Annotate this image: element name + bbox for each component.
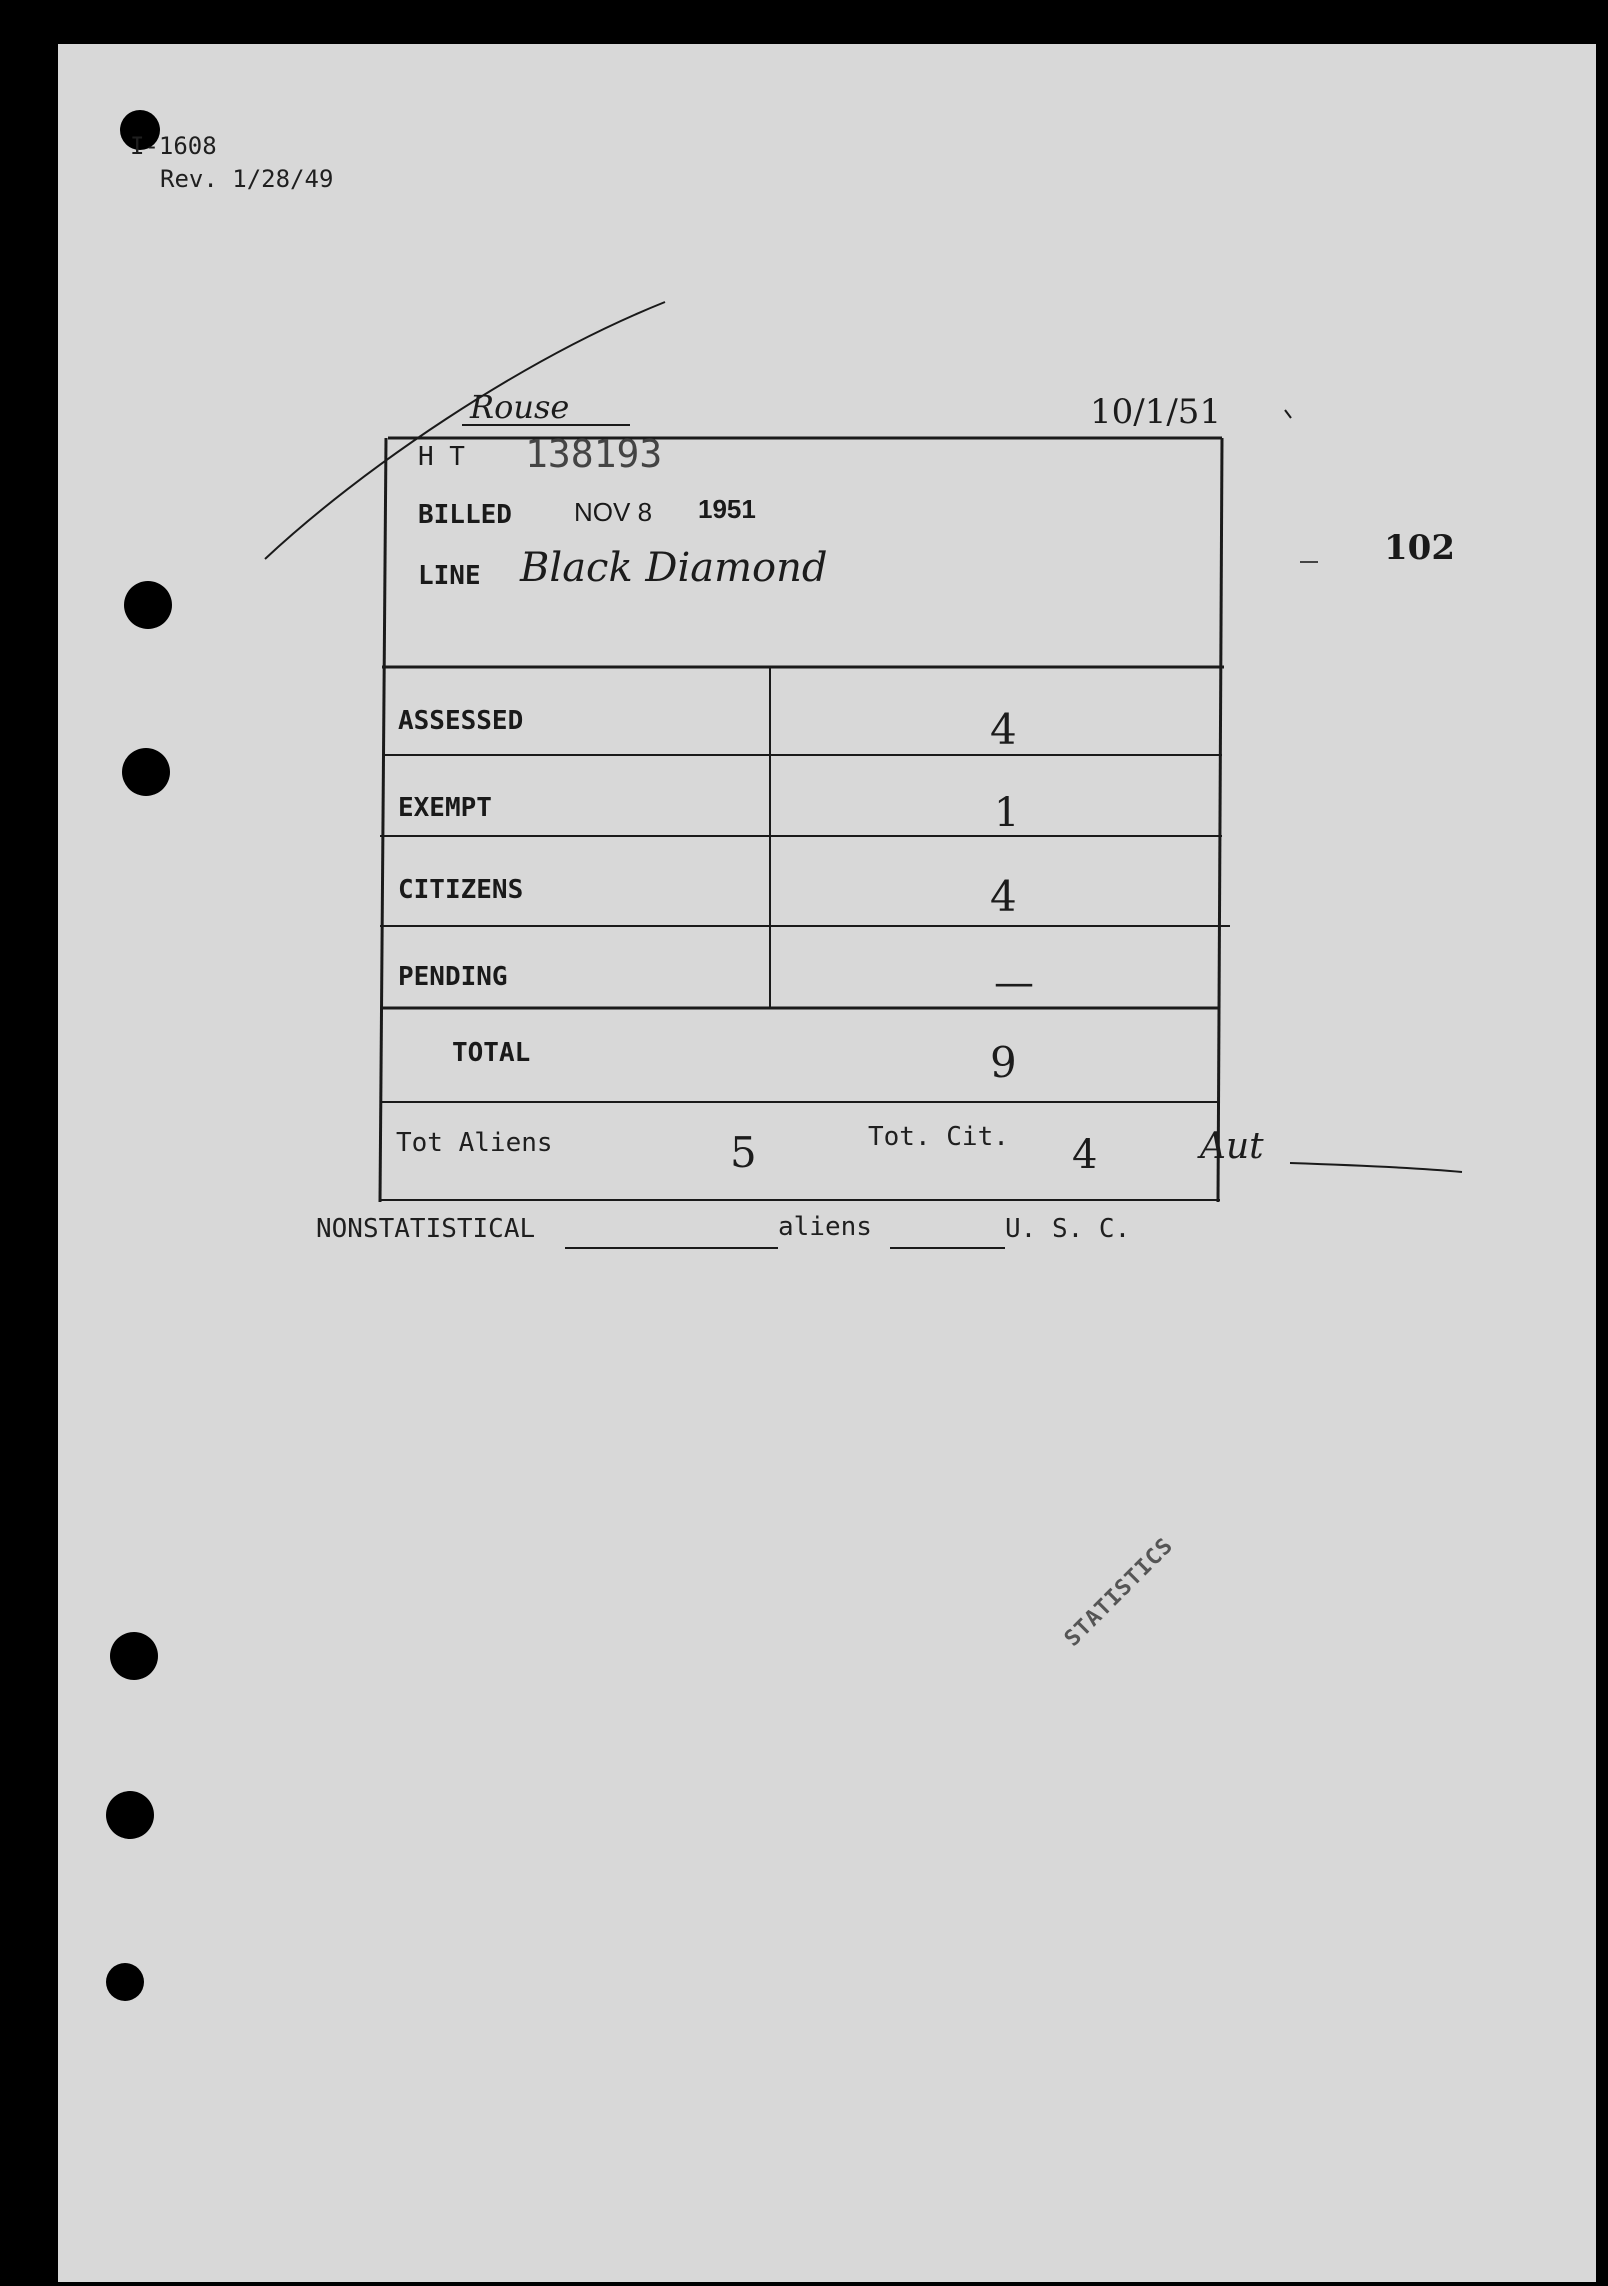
citizens-value: 4 (990, 872, 1017, 921)
ht-label: H T (418, 442, 465, 472)
exempt-label: EXEMPT (398, 793, 492, 823)
handwritten-initials: Aut (1200, 1126, 1264, 1167)
assessed-label: ASSESSED (398, 706, 524, 736)
billed-year: 1951 (698, 494, 756, 524)
statistics-stamp: STATISTICS (1060, 1533, 1179, 1652)
billed-date: NOV 8 (574, 497, 653, 527)
aliens-label: aliens (778, 1212, 872, 1242)
tot-aliens-value: 5 (730, 1128, 757, 1177)
tot-aliens-label: Tot Aliens (396, 1128, 553, 1158)
citizens-label: CITIZENS (398, 875, 524, 905)
exempt-value: 1 (994, 790, 1020, 836)
tot-cit-label: Tot. Cit. (868, 1122, 1009, 1152)
handwritten-line-name: Black Diamond (520, 545, 828, 591)
ht-number: 138193 (525, 432, 663, 476)
tot-cit-value: 4 (1072, 1132, 1098, 1178)
billed-label: BILLED (418, 500, 512, 530)
form-number: I-1608 (130, 132, 217, 160)
page-number: 102 (1384, 528, 1455, 568)
usc-label: U. S. C. (1005, 1214, 1131, 1244)
nonstatistical-label: NONSTATISTICAL (316, 1214, 536, 1244)
handwritten-port: Rouse (470, 388, 570, 426)
total-label: TOTAL (452, 1038, 531, 1068)
total-value: 9 (990, 1038, 1017, 1087)
assessed-value: 4 (990, 705, 1017, 754)
line-label: LINE (418, 561, 481, 591)
handwritten-date: 10/1/51 (1090, 392, 1222, 432)
pending-label: PENDING (398, 962, 508, 992)
pending-value: — (994, 960, 1034, 1006)
form-revision: Rev. 1/28/49 (160, 165, 334, 193)
